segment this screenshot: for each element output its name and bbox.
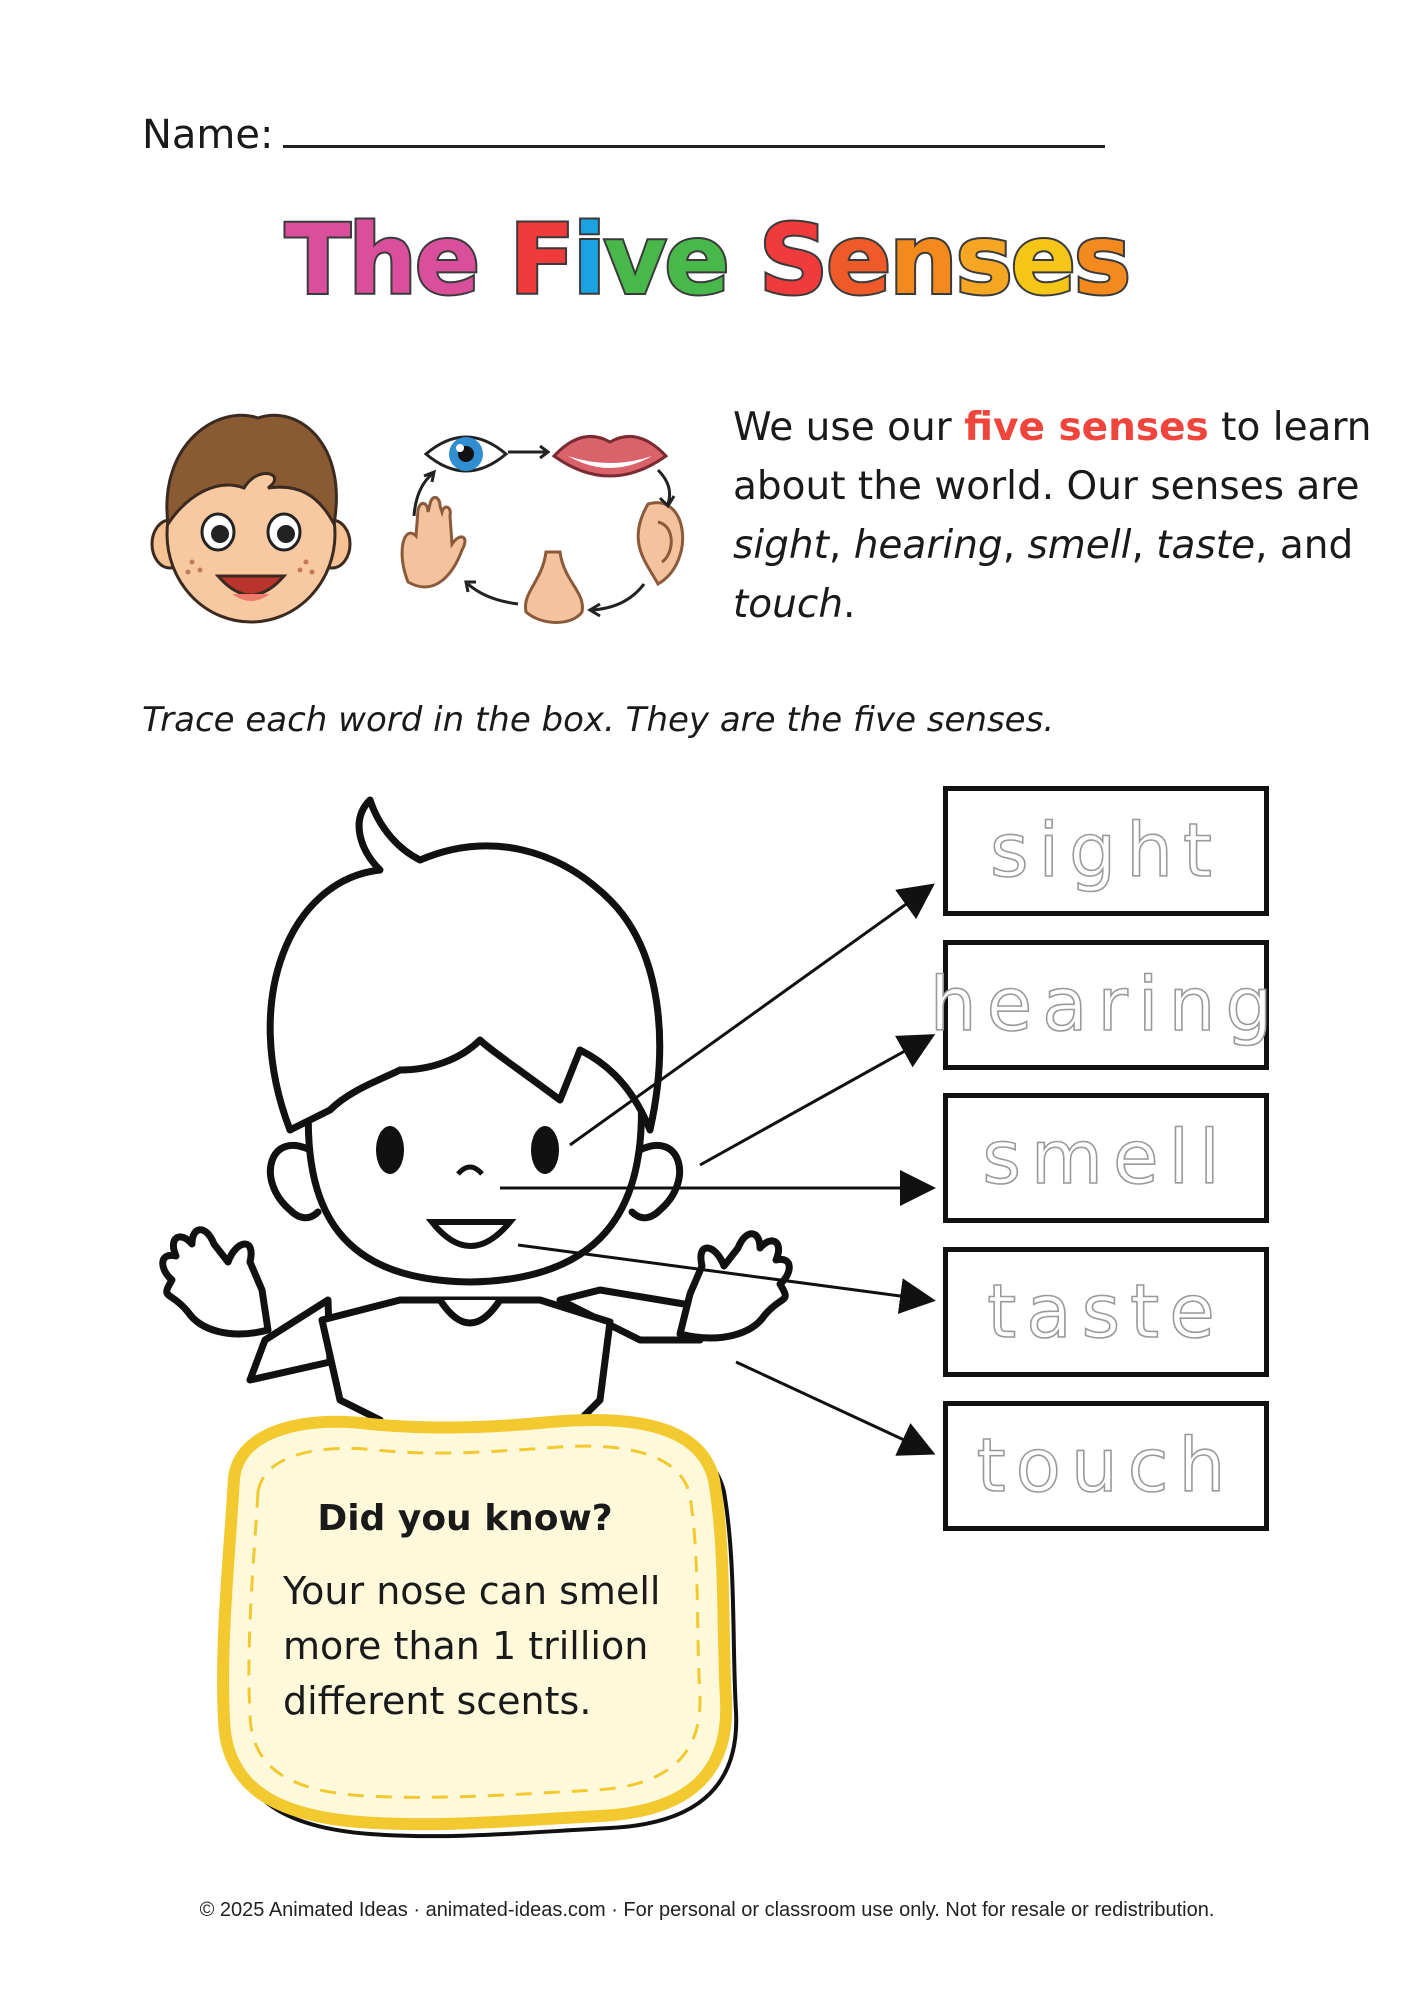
trace-word: smell (982, 1115, 1230, 1201)
trace-word: taste (987, 1269, 1225, 1355)
trace-box-smell[interactable] (943, 1093, 1269, 1223)
intro-text: We use our (733, 405, 965, 450)
intro-sense: smell (1027, 523, 1132, 568)
trace-box-sight[interactable] (943, 786, 1269, 916)
trace-word: sight (989, 808, 1222, 894)
title-letter: s (1073, 204, 1129, 316)
trace-box-touch[interactable] (943, 1401, 1269, 1531)
title-letter: e (826, 204, 890, 316)
title-letter: e (1010, 204, 1074, 316)
instruction-text: Trace each word in the box. They are the five senses. (142, 700, 1055, 740)
title-letter: S (758, 204, 827, 316)
title-letter: v (603, 204, 665, 316)
trace-word: hearing (929, 962, 1283, 1048)
title-letter: h (348, 204, 415, 316)
title-letter: e (664, 204, 728, 316)
intro-sense: taste (1156, 523, 1256, 568)
title-letter: n (889, 204, 956, 316)
did-you-know-title: Did you know? (317, 1498, 613, 1539)
title-letter: F (509, 204, 573, 316)
name-label: Name: (142, 112, 274, 158)
intro-text: , (1131, 523, 1157, 568)
intro-highlight: five senses (964, 405, 1209, 450)
intro-sense: hearing (853, 523, 1003, 568)
trace-box-taste[interactable] (943, 1247, 1269, 1377)
intro-text: , (1002, 523, 1028, 568)
intro-text: , (828, 523, 854, 568)
title-letter: T (285, 204, 349, 316)
copyright-footer: © 2025 Animated Ideas · animated-ideas.com · For personal or classroom use only. Not for resale or redistribution. (199, 1899, 1215, 1921)
intro-text: , and (1255, 523, 1354, 568)
title-letter: s (955, 204, 1011, 316)
did-you-know-body: Your nose can smell more than 1 trillion different scents. (283, 1569, 661, 1723)
trace-word: touch (976, 1423, 1236, 1509)
intro-text: . (843, 582, 856, 627)
intro-text: to learn about the world. Our senses are (733, 405, 1372, 509)
trace-box-hearing[interactable] (929, 940, 1283, 1070)
intro-sense: touch (733, 582, 844, 627)
title-letter: e (414, 204, 478, 316)
intro-sense: sight (733, 523, 829, 568)
title-letter: i (572, 204, 604, 316)
